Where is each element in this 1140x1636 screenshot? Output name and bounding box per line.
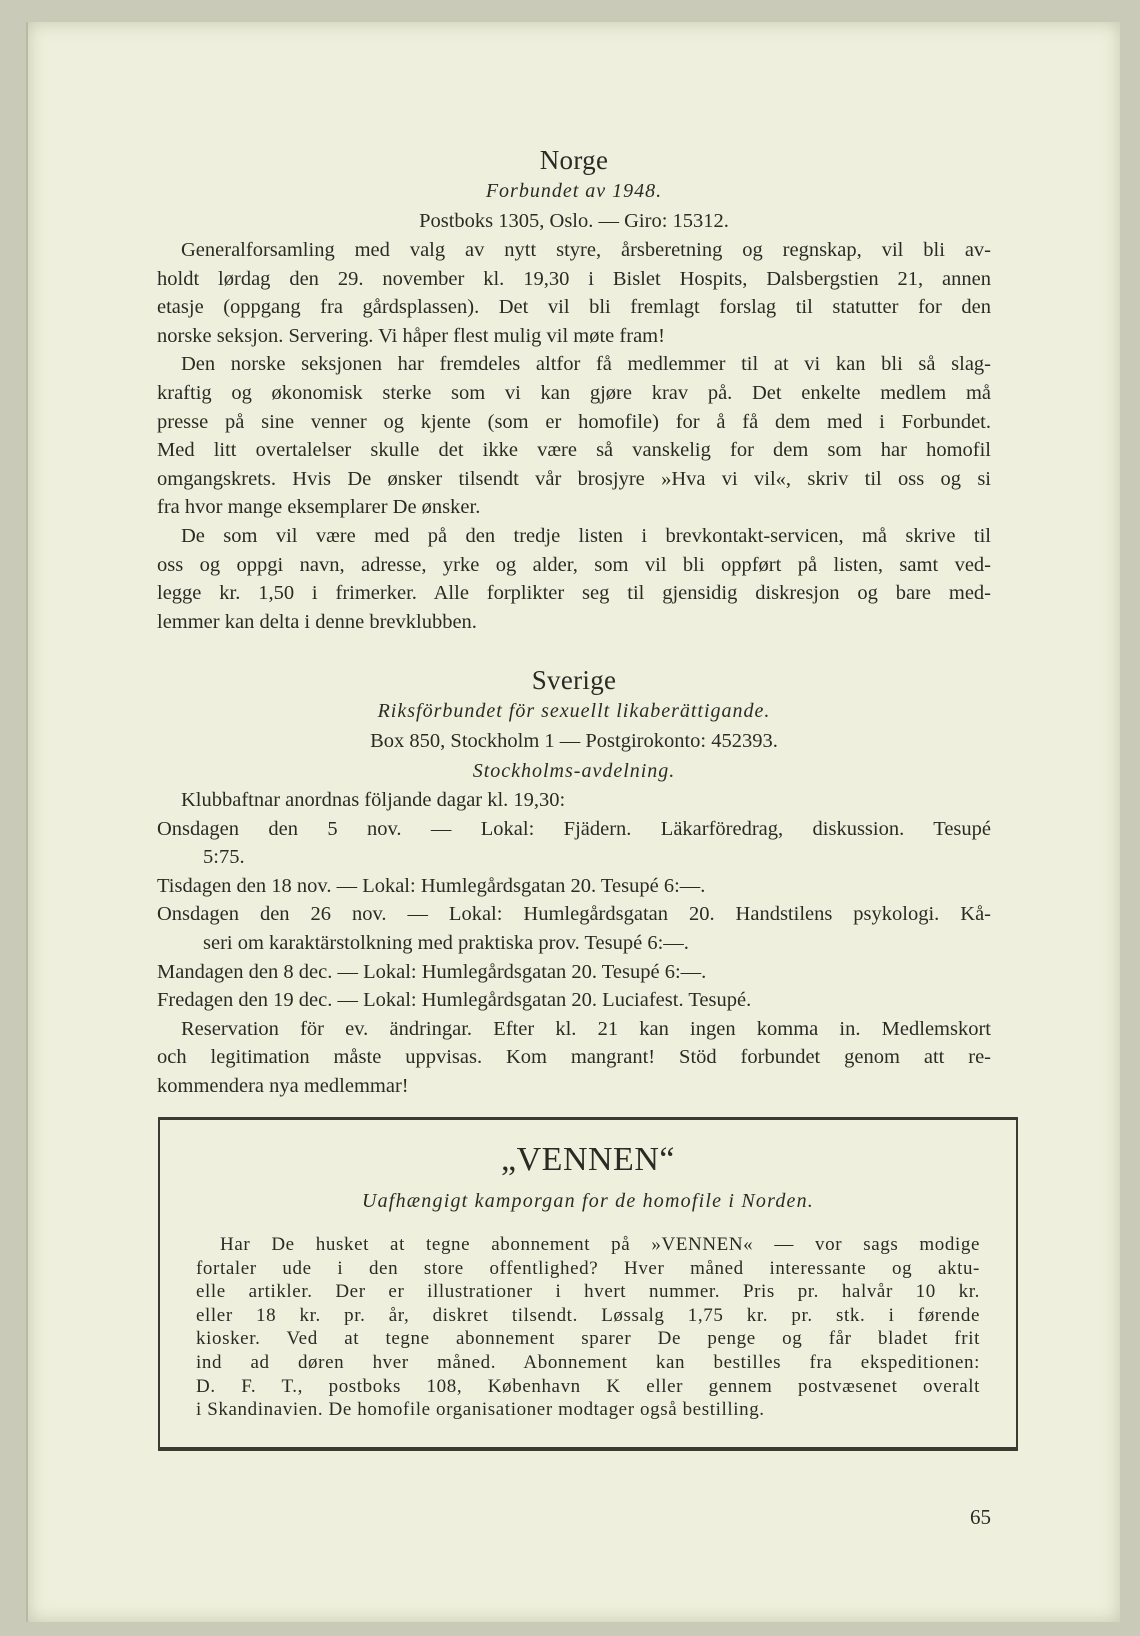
- sverige-heading: Sverige: [531, 665, 617, 695]
- text-line: Reservation för ev. ändringar. Efter kl. 21 kan ingen komma in. Medlemskort: [181, 1017, 991, 1040]
- text-line: presse på sine venner og kjente (som er homofile) for å få dem med i Forbundet.: [157, 410, 991, 433]
- norge-paragraph-3: [157, 522, 991, 636]
- text-line: Onsdagen den 5 nov. — Lokal: Fjädern. Läkarföredrag, diskussion. Tesupé: [157, 817, 991, 840]
- page-number: 65: [970, 1505, 991, 1529]
- text-line: Onsdagen den 26 nov. — Lokal: Humlegårdsgatan 20. Handstilens psykologi. Kå-: [157, 903, 991, 926]
- text-line: legge kr. 1,50 i frimerker. Alle forplikter seg til gjensidig diskresjon og bare med-: [157, 582, 991, 605]
- text-line: norske seksjon. Servering. Vi håper flest mulig vil møte fram!: [157, 324, 665, 347]
- text-line: Mandagen den 8 dec. — Lokal: Humlegårdsgatan 20. Tesupé 6:—.: [157, 960, 707, 983]
- text-line: D. F. T., postboks 108, København K eller gennem postvæsenet overalt: [196, 1375, 980, 1397]
- text-line: och legitimation måste uppvisas. Kom mangrant! Stöd forbundet genom att re-: [157, 1046, 991, 1069]
- vennen-title: „VENNEN“: [501, 1141, 675, 1178]
- norge-heading: Norge: [539, 145, 609, 175]
- norge-subtitle: Forbundet av 1948.: [485, 180, 663, 202]
- sverige-section-title: Stockholms-avdelning.: [472, 760, 676, 782]
- norge-paragraph-2: [157, 350, 991, 522]
- text-line: fortaler ude i den store offentlighed? Hver måned interessante og aktu-: [196, 1257, 980, 1279]
- text-line: lemmer kan delta i denne brevklubben.: [157, 610, 477, 633]
- vennen-subtitle: Uafhængigt kamporgan for de homofile i Norden.: [361, 1190, 815, 1212]
- text-line: etasje (oppgang fra gårdsplassen). Det vil bli fremlagt forslag til statutter for den: [157, 296, 991, 319]
- schedule-entry: [157, 986, 991, 1015]
- sverige-subtitle: Riksförbundet för sexuellt likaberättigande.: [377, 700, 771, 722]
- text-line: eller 18 kr. pr. år, diskret tilsendt. Løssalg 1,75 kr. pr. stk. i førende: [196, 1304, 980, 1326]
- schedule-entry: [157, 872, 991, 901]
- norge-address: Postboks 1305, Oslo. — Giro: 15312.: [419, 210, 729, 232]
- text-line: kraftig og økonomisk sterke som vi kan gjøre krav på. Det enkelte medlem må: [157, 381, 991, 404]
- text-line: oss og oppgi navn, adresse, yrke og alder, som vil bli oppført på listen, samt ved-: [157, 553, 991, 576]
- text-line: kiosker. Ved at tegne abonnement sparer De penge og får bladet frit: [196, 1328, 980, 1350]
- text-line: 5:75.: [203, 846, 245, 869]
- sverige-address: Box 850, Stockholm 1 — Postgirokonto: 452393.: [370, 730, 778, 752]
- norge-section: [157, 144, 991, 636]
- vennen-advertisement-box: [158, 1117, 1018, 1451]
- text-line: Har De husket at tegne abonnement på »VENNEN« — vor sags modige: [220, 1234, 980, 1255]
- vennen-paragraph: [196, 1233, 980, 1422]
- text-line: ind ad døren hver måned. Abonnement kan bestilles fra ekspeditionen:: [196, 1351, 980, 1373]
- text-line: fra hvor mange eksemplarer De ønsker.: [157, 496, 481, 519]
- text-line: kommendera nya medlemmar!: [157, 1074, 409, 1097]
- text-line: Generalforsamling med valg av nytt styre, årsberetning og regnskap, vil bli av-: [181, 239, 991, 261]
- schedule-entry: [157, 958, 991, 987]
- text-line: Fredagen den 19 dec. — Lokal: Humlegårdsgatan 20. Luciafest. Tesupé.: [157, 989, 752, 1012]
- schedule-entry: [157, 900, 991, 957]
- norge-paragraph-1: [157, 236, 991, 350]
- text-line: seri om karaktärstolkning med praktiska prov. Tesupé 6:—.: [203, 931, 689, 954]
- text-line: Med litt overtalelser skulle det ikke være så vanskelig for dem som har homofil: [157, 439, 991, 462]
- text-line: De som vil være med på den tredje listen i brevkontakt-servicen, må skrive til: [181, 524, 991, 547]
- text-line: elle artikler. Der er illustrationer i hvert nummer. Pris pr. halvår 10 kr.: [196, 1281, 980, 1303]
- text-line: holdt lørdag den 29. november kl. 19,30 i Bislet Hospits, Dalsbergstien 21, annen: [157, 267, 991, 290]
- text-line: i Skandinavien. De homofile organisationer modtager også bestilling.: [196, 1399, 765, 1421]
- sverige-closing: [157, 1015, 991, 1101]
- sverige-section: [157, 664, 991, 1101]
- sverige-intro: Klubbaftnar anordnas följande dagar kl. 19,30:: [181, 789, 566, 811]
- text-line: Den norske seksjonen har fremdeles altfor få medlemmer til at vi kan bli så slag-: [181, 353, 991, 376]
- schedule-entry: [157, 815, 991, 872]
- text-line: Tisdagen den 18 nov. — Lokal: Humlegårdsgatan 20. Tesupé 6:—.: [157, 874, 706, 897]
- text-line: omgangskrets. Hvis De ønsker tilsendt vår brosjyre »Hva vi vil«, skriv til oss og si: [157, 467, 991, 490]
